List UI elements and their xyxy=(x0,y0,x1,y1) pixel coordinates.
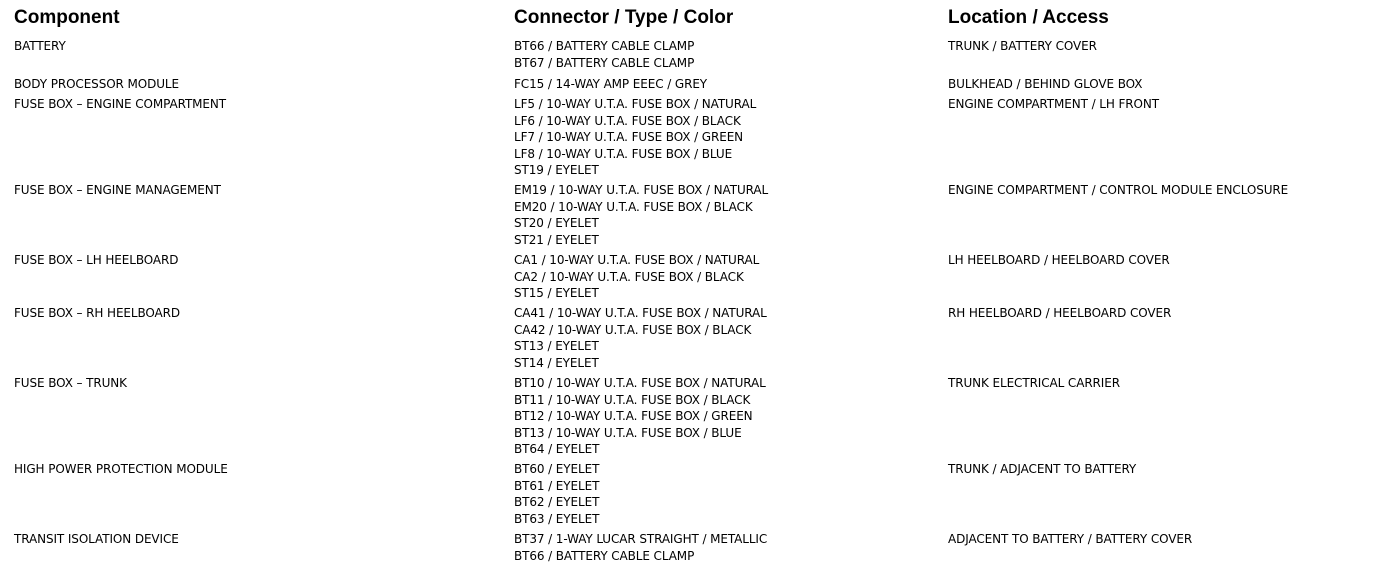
component-cell: FUSE BOX – ENGINE COMPARTMENT xyxy=(14,97,227,111)
connector-line: ST21 / EYELET xyxy=(514,232,599,247)
connector-line: ST13 / EYELET xyxy=(514,339,599,354)
location-cell: TRUNK / ADJACENT TO BATTERY xyxy=(948,462,1137,476)
connector-line: CA2 / 10-WAY U.T.A. FUSE BOX / BLACK xyxy=(514,269,744,284)
component-cell: FUSE BOX – LH HEELBOARD xyxy=(14,253,179,267)
connector-line: BT60 / EYELET xyxy=(514,462,600,476)
connector-cell xyxy=(514,252,759,302)
connector-line: BT12 / 10-WAY U.T.A. FUSE BOX / GREEN xyxy=(514,409,753,424)
connector-line: BT66 / BATTERY CABLE CLAMP xyxy=(514,39,695,53)
component-cell: HIGH POWER PROTECTION MODULE xyxy=(14,462,228,476)
component-cell: FUSE BOX – RH HEELBOARD xyxy=(14,306,181,320)
connector-line: FC15 / 14-WAY AMP EEEC / GREY xyxy=(514,77,708,91)
connector-line: BT61 / EYELET xyxy=(514,478,600,493)
connector-line: CA42 / 10-WAY U.T.A. FUSE BOX / BLACK xyxy=(514,322,752,337)
location-cell: TRUNK / BATTERY COVER xyxy=(948,39,1097,53)
connector-line: LF6 / 10-WAY U.T.A. FUSE BOX / BLACK xyxy=(514,113,741,128)
connector-line: LF8 / 10-WAY U.T.A. FUSE BOX / BLUE xyxy=(514,146,733,161)
connector-line: ST15 / EYELET xyxy=(514,286,599,301)
connector-line: BT62 / EYELET xyxy=(514,495,600,510)
component-cell: BATTERY xyxy=(14,39,66,53)
connector-cell xyxy=(514,96,756,179)
connector-line: BT13 / 10-WAY U.T.A. FUSE BOX / BLUE xyxy=(514,425,742,440)
connector-line: BT66 / BATTERY CABLE CLAMP xyxy=(514,548,695,563)
location-cell: BULKHEAD / BEHIND GLOVE BOX xyxy=(948,77,1143,91)
location-cell: LH HEELBOARD / HEELBOARD COVER xyxy=(948,253,1170,267)
component-cell: FUSE BOX – ENGINE MANAGEMENT xyxy=(14,183,221,197)
connector-line: CA41 / 10-WAY U.T.A. FUSE BOX / NATURAL xyxy=(514,306,767,320)
connector-cell xyxy=(514,305,767,371)
connector-line: LF5 / 10-WAY U.T.A. FUSE BOX / NATURAL xyxy=(514,97,757,111)
connector-line: ST14 / EYELET xyxy=(514,355,599,370)
component-cell: FUSE BOX – TRUNK xyxy=(14,376,127,390)
header-connector: Connector / Type / Color xyxy=(514,7,734,28)
location-cell: RH HEELBOARD / HEELBOARD COVER xyxy=(948,306,1172,320)
connector-line: BT67 / BATTERY CABLE CLAMP xyxy=(514,55,695,70)
connector-line: EM19 / 10-WAY U.T.A. FUSE BOX / NATURAL xyxy=(514,183,769,197)
table-header xyxy=(0,6,1376,32)
connector-line: BT10 / 10-WAY U.T.A. FUSE BOX / NATURAL xyxy=(514,376,766,390)
connector-line: ST20 / EYELET xyxy=(514,216,599,231)
connector-cell xyxy=(514,375,766,458)
connector-line: BT64 / EYELET xyxy=(514,442,600,457)
connector-line: BT63 / EYELET xyxy=(514,511,600,526)
location-cell: ENGINE COMPARTMENT / LH FRONT xyxy=(948,97,1159,111)
connector-cell xyxy=(514,38,694,71)
connector-line: ST19 / EYELET xyxy=(514,163,599,178)
connector-line: BT11 / 10-WAY U.T.A. FUSE BOX / BLACK xyxy=(514,392,751,407)
connector-cell xyxy=(514,461,599,527)
location-cell: TRUNK ELECTRICAL CARRIER xyxy=(948,376,1120,390)
connector-cell xyxy=(514,182,768,248)
header-component: Component xyxy=(14,7,120,28)
location-cell: ENGINE COMPARTMENT / CONTROL MODULE ENCLOSURE xyxy=(948,183,1289,197)
location-cell: ADJACENT TO BATTERY / BATTERY COVER xyxy=(948,532,1193,546)
component-cell: TRANSIT ISOLATION DEVICE xyxy=(14,532,179,546)
connector-line: BT37 / 1-WAY LUCAR STRAIGHT / METALLIC xyxy=(514,532,768,546)
connector-cell xyxy=(514,531,767,564)
header-location: Location / Access xyxy=(948,7,1109,28)
connector-line: LF7 / 10-WAY U.T.A. FUSE BOX / GREEN xyxy=(514,130,744,145)
connector-line: CA1 / 10-WAY U.T.A. FUSE BOX / NATURAL xyxy=(514,253,760,267)
component-cell: BODY PROCESSOR MODULE xyxy=(14,77,179,91)
connector-line: EM20 / 10-WAY U.T.A. FUSE BOX / BLACK xyxy=(514,199,753,214)
connector-cell xyxy=(514,76,707,93)
